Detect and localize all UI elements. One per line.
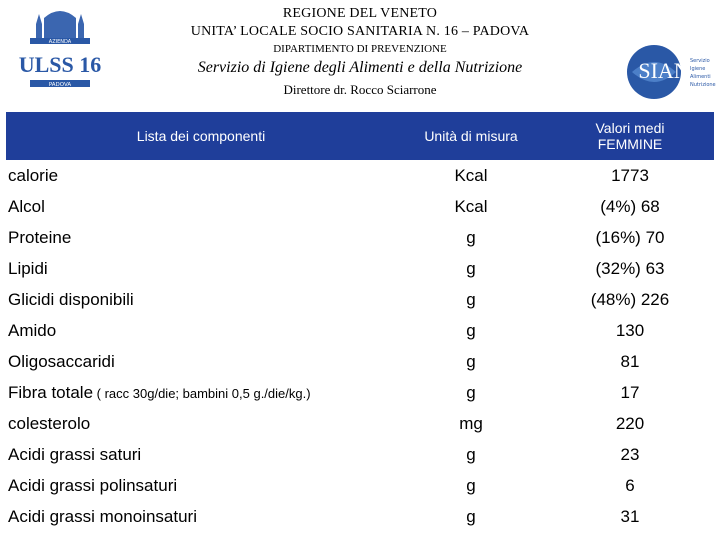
- row-unit: g: [466, 227, 476, 247]
- row-name: Acidi grassi monoinsaturi: [8, 506, 197, 526]
- logo-right-sub-1: Servizio: [690, 58, 710, 64]
- row-unit: mg: [459, 413, 483, 433]
- row-value: 130: [615, 320, 645, 340]
- department-title: DIPARTIMENTO DI PREVENZIONE: [273, 43, 447, 55]
- row-value: (32%) 63: [595, 258, 665, 278]
- row-value: 6: [625, 475, 635, 495]
- row-unit: Kcal: [454, 165, 488, 185]
- logo-right-sub-3: Alimenti: [690, 74, 711, 80]
- header-component: Lista dei componenti: [6, 112, 396, 160]
- table-row: [6, 191, 714, 222]
- row-value: (48%) 226: [590, 289, 670, 309]
- row-note: ( racc 30g/die; bambini 0,5 g./die/kg.): [93, 385, 311, 401]
- row-name: colesterolo: [8, 413, 91, 433]
- table-row: [6, 377, 714, 408]
- service-title: Servizio di Igiene degli Alimenti e della Nutrizione: [197, 59, 523, 76]
- table-row: [6, 408, 714, 439]
- table-row: [6, 315, 714, 346]
- row-name: Acidi grassi saturi: [8, 444, 142, 464]
- row-name: Glicidi disponibili: [8, 289, 134, 309]
- table-row: [6, 346, 714, 377]
- logo-left-top-text: AZIENDA: [48, 39, 72, 45]
- table-row: [6, 253, 714, 284]
- row-unit: g: [466, 444, 476, 464]
- row-unit: g: [466, 382, 476, 402]
- header-unit: Unità di misura: [396, 112, 546, 160]
- logo-left-main-text: ULSS 16: [18, 52, 102, 77]
- logo-right-main-text: SIAN: [638, 58, 690, 83]
- row-name: Proteine: [8, 227, 72, 247]
- logo-left-bottom-text: PADOVA: [48, 82, 72, 88]
- row-unit: g: [466, 506, 476, 526]
- row-value: 220: [615, 413, 645, 433]
- table-row: [6, 222, 714, 253]
- row-name: [6, 377, 396, 408]
- nutrition-table: [6, 112, 714, 538]
- row-unit: g: [466, 258, 476, 278]
- region-title: REGIONE DEL VENETO: [282, 6, 438, 21]
- table-header-row: [6, 112, 714, 160]
- logo-right-sub-4: Nutrizione: [690, 82, 716, 88]
- row-name: calorie: [8, 165, 59, 185]
- row-name: Alcol: [8, 196, 45, 216]
- row-value: (4%) 68: [600, 196, 660, 216]
- row-unit: g: [466, 320, 476, 340]
- table-row: [6, 160, 714, 191]
- row-name: Amido: [8, 320, 57, 340]
- row-name: Oligosaccaridi: [8, 351, 115, 371]
- row-value: (16%) 70: [595, 227, 665, 247]
- row-unit: g: [466, 475, 476, 495]
- table-row: [6, 284, 714, 315]
- row-value: 81: [620, 351, 640, 371]
- row-value: 1773: [611, 165, 649, 185]
- row-value: 23: [620, 444, 640, 464]
- row-value: 17: [620, 382, 640, 402]
- unit-title: UNITA’ LOCALE SOCIO SANITARIA N. 16 – PADOVA: [190, 24, 530, 39]
- row-name: Lipidi: [8, 258, 48, 278]
- row-value: 31: [620, 506, 640, 526]
- header-value: Valori medi FEMMINE: [546, 112, 714, 160]
- table-row: [6, 501, 714, 532]
- row-name: Acidi grassi polinsaturi: [8, 475, 178, 495]
- row-unit: g: [466, 289, 476, 309]
- row-name-text: Fibra totale: [8, 382, 94, 402]
- director-line: Direttore dr. Rocco Sciarrone: [283, 82, 437, 97]
- row-unit: Kcal: [454, 196, 488, 216]
- table-row: [6, 470, 714, 501]
- logo-right-sub-2: Igiene: [690, 66, 706, 72]
- table-row: [6, 439, 714, 470]
- row-unit: g: [466, 351, 476, 371]
